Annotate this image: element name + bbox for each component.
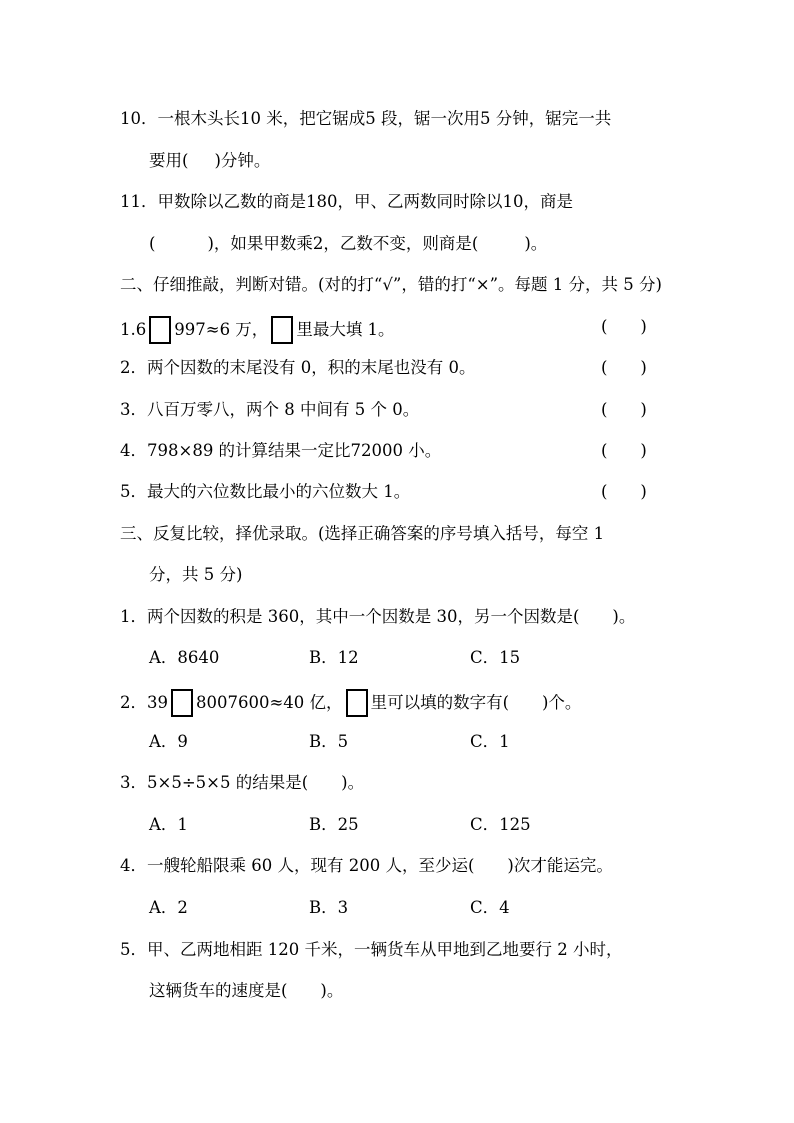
s2-item4-answer[interactable]: ( ) — [601, 441, 647, 460]
q10-text-a: 要用( — [149, 151, 189, 170]
s3-q3-option-a[interactable]: A．1 — [149, 815, 188, 834]
s3-q2-option-c[interactable]: C．1 — [470, 732, 510, 751]
s2-item5: 5．最大的六位数比最小的六位数大 1。 — [120, 482, 411, 501]
s3-q2 — [120, 689, 581, 717]
s2-item3-answer[interactable]: ( ) — [601, 400, 647, 419]
s2-item1-mid: 997≈6 万， — [174, 320, 269, 339]
s3-q4-option-a[interactable]: A．2 — [149, 898, 188, 917]
q10-text-b: )分钟。 — [214, 151, 271, 170]
s3-q1-option-b[interactable]: B．12 — [309, 648, 359, 667]
q10-line1: 10．一根木头长10 米，把它锯成5 段，锯一次用5 分钟，锯完一共 — [120, 109, 612, 128]
s3-q2-pre: 2．39 — [120, 693, 168, 712]
digit-box-1[interactable] — [149, 316, 171, 344]
s3-q5-line1: 5．甲、乙两地相距 120 千米，一辆货车从甲地到乙地要行 2 小时， — [120, 940, 623, 959]
s3-q4: 4．一艘轮船限乘 60 人，现有 200 人，至少运( )次才能运完。 — [120, 856, 613, 875]
q11-text-c: )。 — [524, 234, 548, 253]
section2-heading: 二、仔细推敲，判断对错。(对的打“√”，错的打“×”。每题 1 分，共 5 分) — [120, 275, 662, 294]
s3-q1-option-c[interactable]: C．15 — [470, 648, 521, 667]
s3-q4-option-b[interactable]: B．3 — [309, 898, 349, 917]
s3-q2-post: 里可以填的数字有( )个。 — [370, 693, 582, 712]
s2-item4: 4．798×89 的计算结果一定比72000 小。 — [120, 441, 442, 460]
s3-q1: 1．两个因数的积是 360，其中一个因数是 30，另一个因数是( )。 — [120, 607, 636, 626]
s2-item1-answer[interactable]: ( ) — [601, 317, 647, 336]
section3-heading-line1: 三、反复比较，择优录取。(选择正确答案的序号填入括号，每空 1 — [120, 524, 605, 543]
q11-line1: 11．甲数除以乙数的商是180，甲、乙两数同时除以10，商是 — [120, 192, 573, 211]
s3-q2-mid: 8007600≈40 亿， — [196, 693, 343, 712]
s3-q1-option-a[interactable]: A．8640 — [149, 648, 220, 667]
s3-q2-option-a[interactable]: A．9 — [149, 732, 188, 751]
q10-line2 — [149, 150, 270, 172]
digit-box-4 — [346, 689, 368, 717]
q11-text-b: )，如果甲数乘2，乙数不变，则商是( — [207, 234, 479, 253]
digit-box-2 — [271, 316, 293, 344]
s3-q3-option-b[interactable]: B．25 — [309, 815, 359, 834]
s2-item1-pre: 1.6 — [120, 320, 147, 339]
q11-text-a: ( — [149, 234, 156, 253]
s2-item2: 2．两个因数的末尾没有 0，积的末尾也没有 0。 — [120, 358, 476, 377]
s2-item1 — [120, 316, 395, 344]
digit-box-3[interactable] — [171, 689, 193, 717]
s2-item1-post: 里最大填 1。 — [296, 320, 395, 339]
section3-heading-line2: 分，共 5 分) — [149, 565, 243, 584]
s2-item3: 3．八百万零八，两个 8 中间有 5 个 0。 — [120, 400, 420, 419]
s3-q2-option-b[interactable]: B．5 — [309, 732, 349, 751]
s3-q3: 3．5×5÷5×5 的结果是( )。 — [120, 773, 365, 792]
s2-item5-answer[interactable]: ( ) — [601, 482, 647, 501]
s2-item2-answer[interactable]: ( ) — [601, 358, 647, 377]
s3-q3-option-c[interactable]: C．125 — [470, 815, 531, 834]
s3-q5-line2: 这辆货车的速度是( )。 — [149, 981, 344, 1000]
q11-line2 — [149, 233, 547, 255]
s3-q4-option-c[interactable]: C．4 — [470, 898, 510, 917]
